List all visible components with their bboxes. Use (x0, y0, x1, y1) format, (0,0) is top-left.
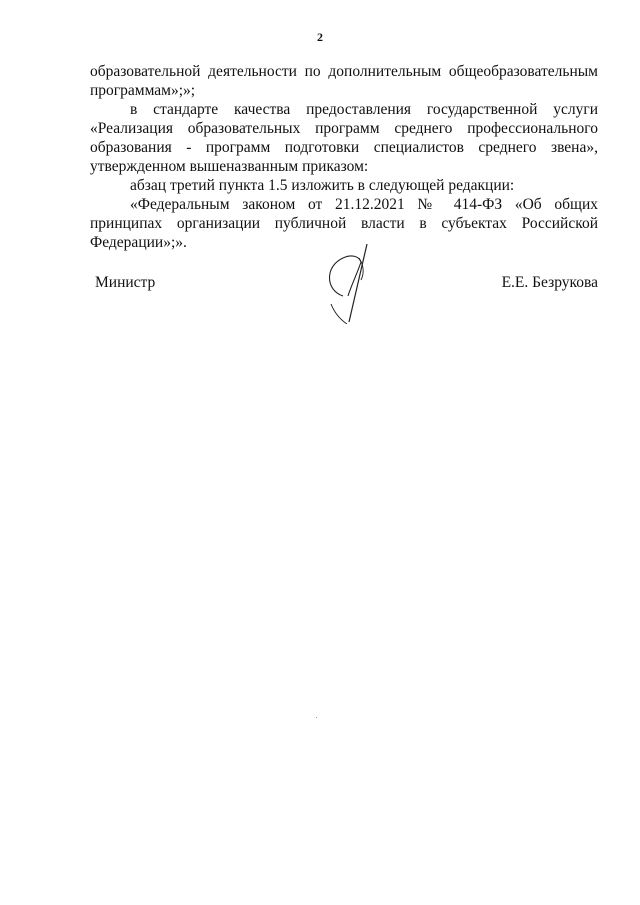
paragraph-quality-standard: в стандарте качества предоставления государственной услуги «Реализация образовательных программ среднего профессионального образования - программ подготовки специалистов среднего звена», утвержденном вышеназванным приказом: (90, 101, 598, 175)
paragraph-instruction: абзац третий пункта 1.5 изложить в следующей редакции: (130, 177, 515, 194)
document-body (90, 62, 598, 252)
paragraph-continuation: образовательной деятельности по дополнительным общеобразовательным программам»;»; (90, 63, 598, 99)
scan-speck (316, 717, 317, 718)
paragraph-federal-law: «Федеральным законом от 21.12.2021 № 414-ФЗ «Об общих принципах организации публичной власти в субъектах Российской Федерации»;». (90, 196, 598, 251)
signature-block (95, 274, 598, 334)
handwritten-signature (321, 244, 381, 324)
signatory-name: Е.Е. Безрукова (501, 274, 598, 291)
page-number: 2 (317, 30, 323, 44)
signatory-title: Министр (95, 274, 156, 291)
